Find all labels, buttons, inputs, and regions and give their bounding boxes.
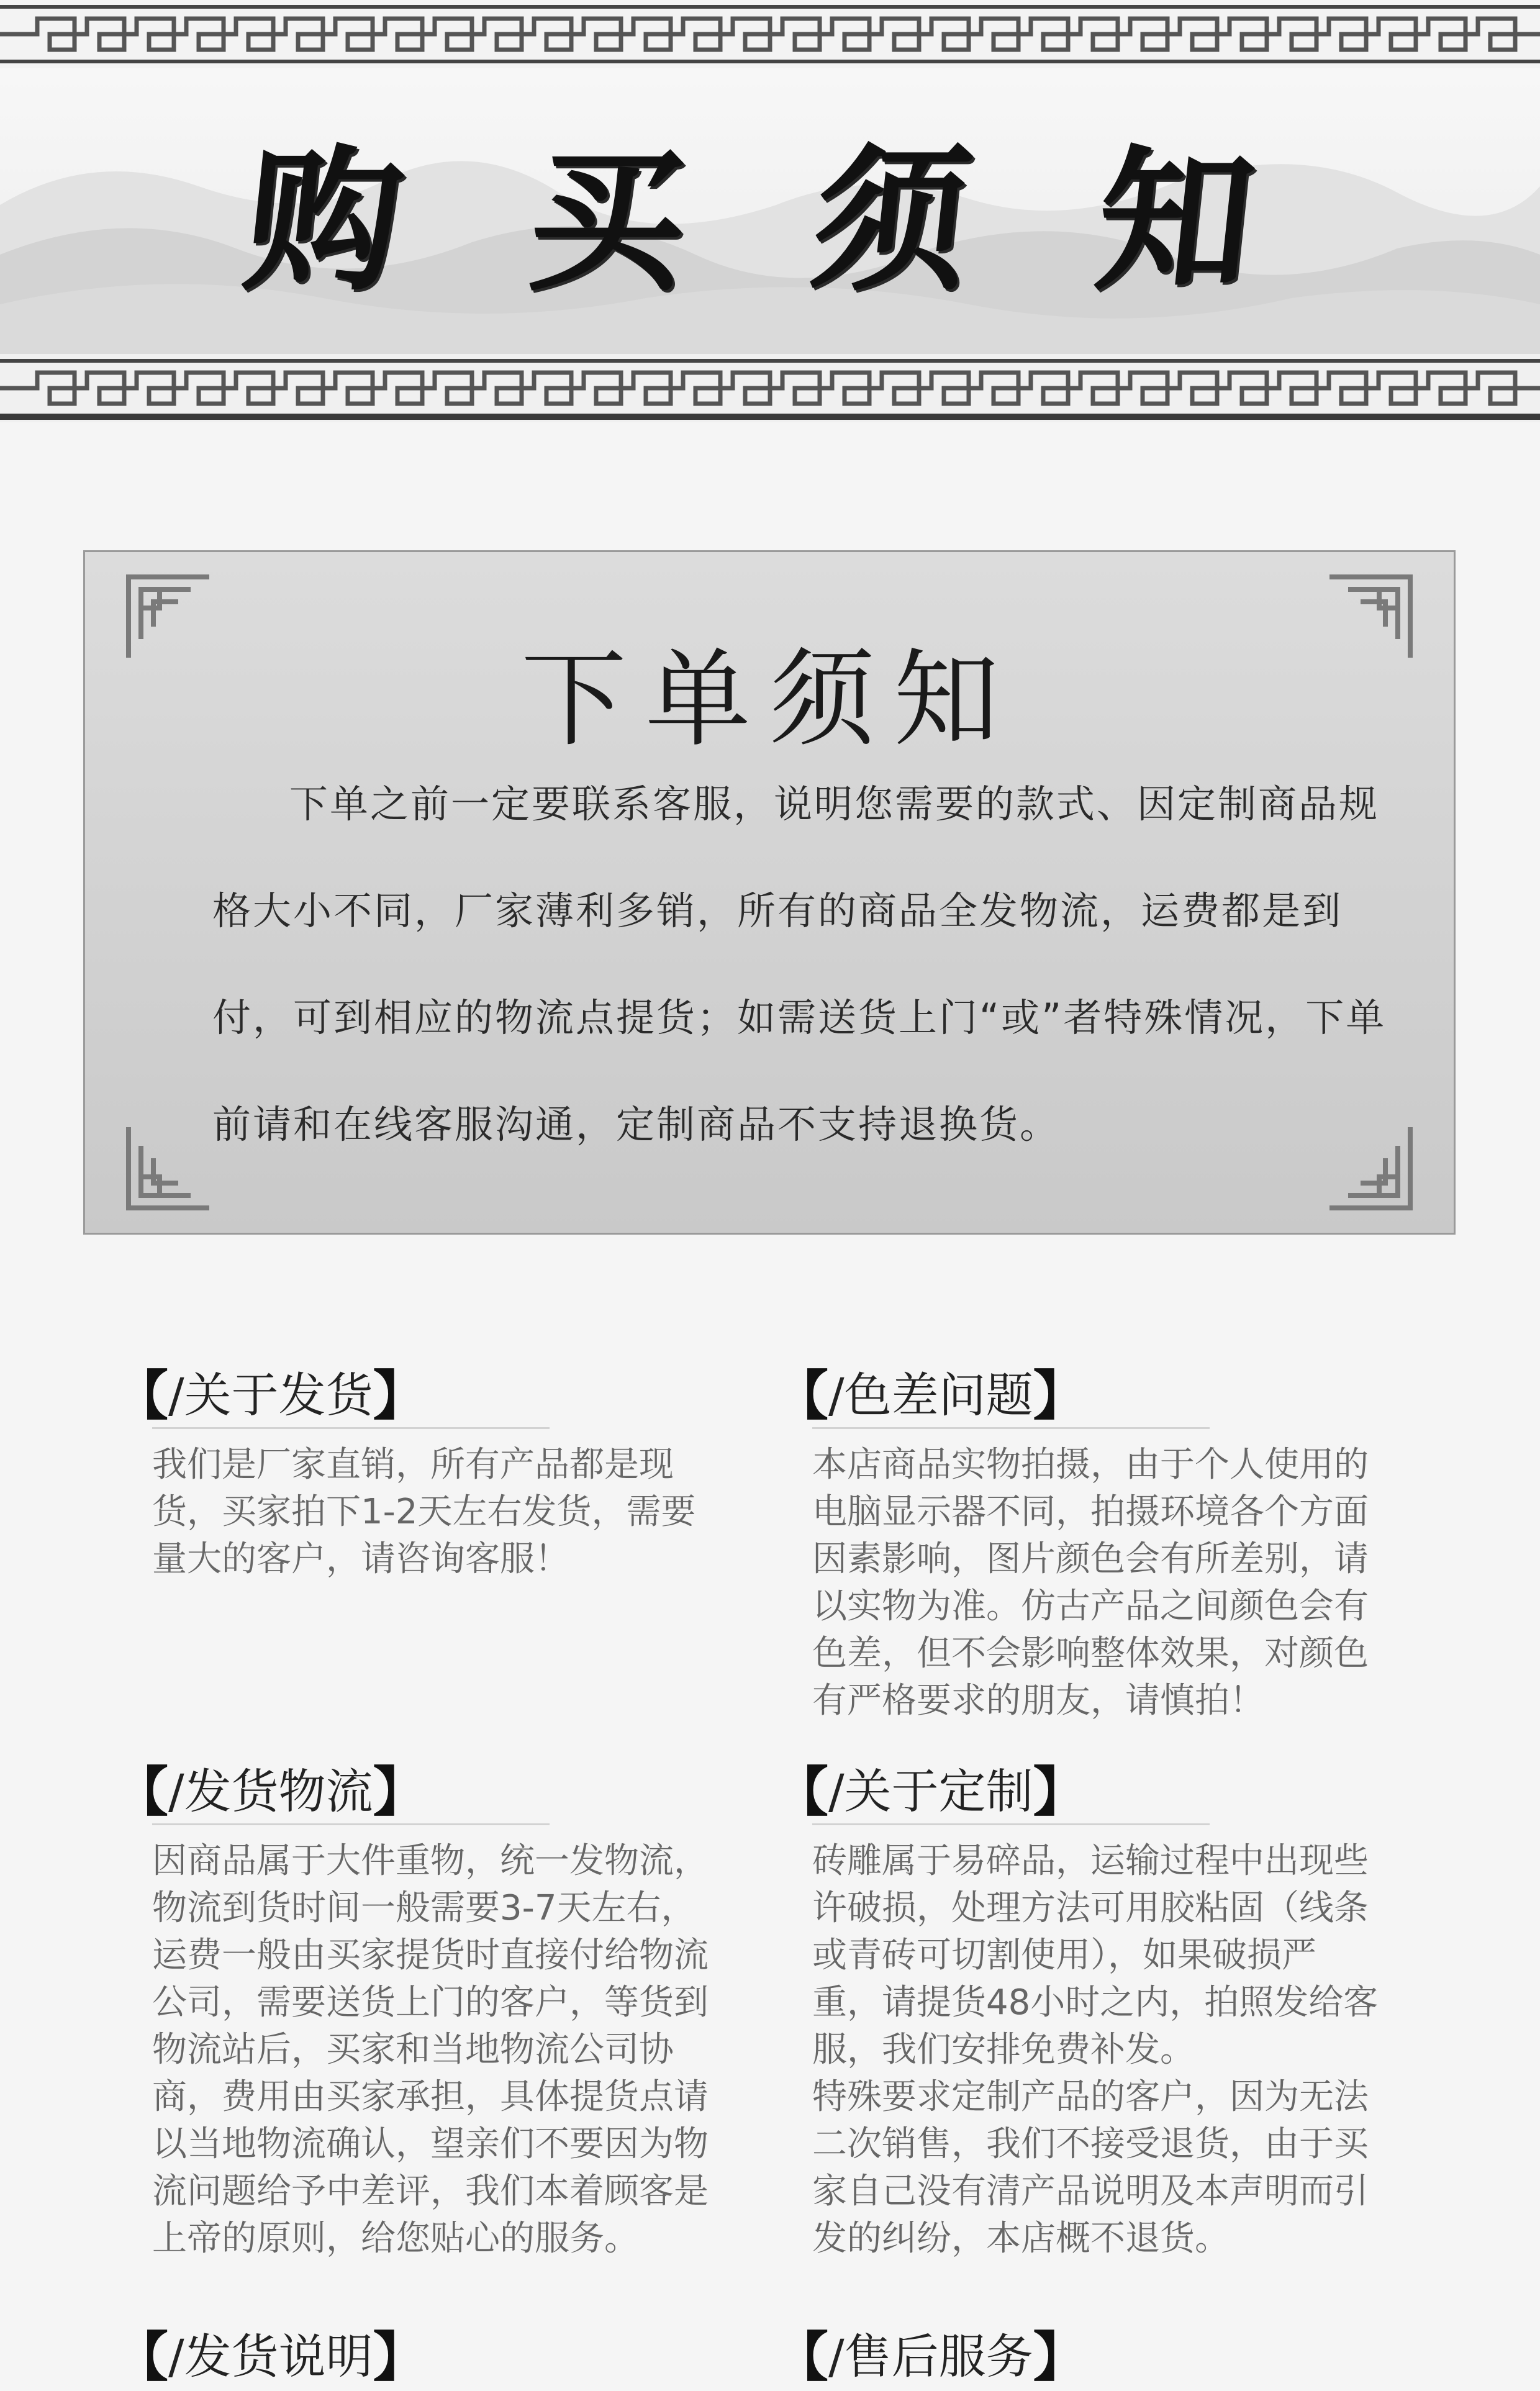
section-text: 因商品属于大件重物，统一发物流， 物流到货时间一般需要3-7天左右， 运费一般由买家提货时直接付给物流 公司，需要送货上门的客户，等货到 物流站后，买家和当地物流公司协 商，费用由买家承担，具体提货点请 以当地物流确认，望亲们不要因为物 流问题给予中差评，我们本着顾客是 上帝的原则，给您贴心的服务。 xyxy=(152,1841,709,2259)
section-shipping-notes xyxy=(115,2321,711,2389)
section-title: /发货物流 xyxy=(168,1763,373,1819)
section-logistics xyxy=(115,1756,711,2262)
section-color-difference xyxy=(775,1360,1371,1725)
section-heading xyxy=(775,1360,1371,1427)
section-text: 我们是厂家直销，所有产品都是现 货，买家拍下1-2天左右发货，需要 量大的客户，请咨询客服！ xyxy=(152,1445,696,1579)
corner-ornament-icon xyxy=(122,1121,215,1214)
section-divider xyxy=(152,1427,550,1429)
section-shipping xyxy=(115,1360,711,1583)
section-title: /售后服务 xyxy=(828,2328,1033,2384)
open-bracket: 【 xyxy=(115,1365,168,1427)
bottom-fretwork-border xyxy=(0,354,1540,422)
section-after-sales xyxy=(775,2321,1371,2389)
section-heading xyxy=(775,1756,1371,1823)
section-text: 砖雕属于易碎品，运输过程中出现些 许破损，处理方法可用胶粘固（线条 或青砖可切割使用），如果破损严 重，请提货48小时之内，拍照发给客 服，我们安排免费补发。 特殊要求定制产品的客户，因为无法 二次销售，我们不接受退货，由于买 家自己没有清产品说明及本声明而引 发的纠纷，本店概不退货。 xyxy=(812,1841,1379,2259)
open-bracket: 【 xyxy=(115,2326,168,2389)
open-bracket: 【 xyxy=(775,1365,828,1427)
notice-body: 下单之前一定要联系客服，说明您需要的款式、因定制商品规格大小不同，厂家薄利多销，所有的商品全发物流，运费都是到付，可到相应的物流点提货；如需送货上门“或”者特殊情况，下单前请和在线客服沟通，定制商品不支持退换货。 xyxy=(212,781,1387,1147)
section-heading xyxy=(115,2321,711,2389)
section-customization xyxy=(775,1756,1379,2262)
open-bracket: 【 xyxy=(775,2326,828,2389)
close-bracket: 】 xyxy=(373,2326,427,2389)
close-bracket: 】 xyxy=(373,1761,427,1823)
top-fretwork-border xyxy=(0,0,1540,68)
section-title: /色差问题 xyxy=(828,1367,1033,1423)
section-title: /关于发货 xyxy=(168,1367,373,1423)
close-bracket: 】 xyxy=(373,1365,427,1427)
section-divider xyxy=(812,1823,1210,1825)
banner-title: 购 买 须 知 xyxy=(237,129,1300,312)
open-bracket: 【 xyxy=(115,1761,168,1823)
order-notice-panel xyxy=(83,550,1456,1235)
open-bracket: 【 xyxy=(775,1761,828,1823)
section-title: /关于定制 xyxy=(828,1763,1033,1819)
section-text: 本店商品实物拍摄，由于个人使用的 电脑显示器不同，拍摄环境各个方面 因素影响，图片颜色会有所差别，请 以实物为准。仿古产品之间颜色会有 色差，但不会影响整体效果，对颜色 有严格要求的朋友，请慎拍！ xyxy=(812,1445,1369,1721)
banner xyxy=(0,0,1540,422)
close-bracket: 】 xyxy=(1033,1365,1087,1427)
notice-title: 下单须知 xyxy=(520,638,1018,761)
section-divider xyxy=(152,1823,550,1825)
section-heading xyxy=(115,1360,711,1427)
close-bracket: 】 xyxy=(1033,2326,1087,2389)
section-heading xyxy=(775,2321,1371,2389)
close-bracket: 】 xyxy=(1033,1761,1087,1823)
section-heading xyxy=(115,1756,711,1823)
section-title: /发货说明 xyxy=(168,2328,373,2384)
section-divider xyxy=(812,1427,1210,1429)
